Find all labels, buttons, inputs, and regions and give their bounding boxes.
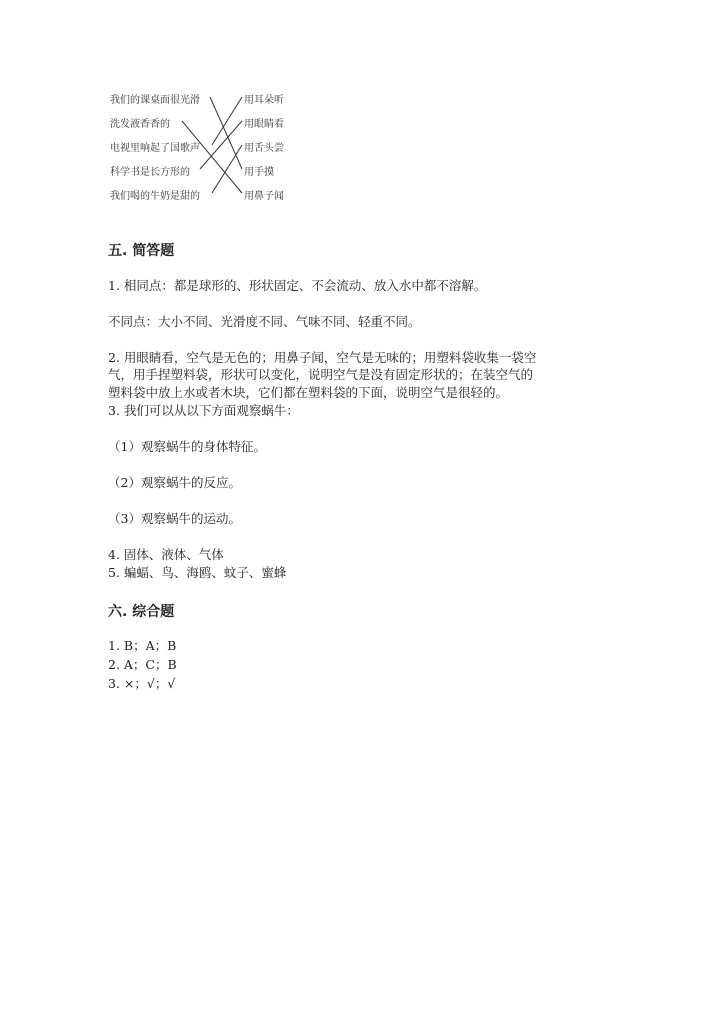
match-right-2: 用眼睛看 xyxy=(244,119,284,130)
match-line-4 xyxy=(200,121,242,169)
section-6-answer-3: 3. ×；√；√ xyxy=(108,676,176,691)
section-6-answer-1: 1. B；A；B xyxy=(108,638,177,653)
match-right-5: 用鼻子闻 xyxy=(244,191,284,202)
answer-4: 4. 固体、液体、气体 xyxy=(108,547,224,562)
match-line-5 xyxy=(212,145,242,193)
answer-2-line-2: 气，用手捏塑料袋，形状可以变化，说明空气是没有固定形状的；在装空气的 xyxy=(108,367,534,382)
match-left-3: 电视里响起了国歌声 xyxy=(110,143,200,154)
answer-3-item-3: （3）观察蜗牛的运动。 xyxy=(108,511,241,526)
answer-1-diff: 不同点：大小不同、光滑度不同、气味不同、轻重不同。 xyxy=(108,314,421,329)
match-left-1: 我们的课桌面很光滑 xyxy=(110,95,200,106)
section-6-answer-2: 2. A；C；B xyxy=(108,657,177,672)
match-line-1 xyxy=(210,97,242,169)
answer-3-item-2: （2）观察蜗牛的反应。 xyxy=(108,475,241,490)
match-right-1: 用耳朵听 xyxy=(244,95,284,106)
answer-2-line-3: 塑料袋中放上水或者木块，它们都在塑料袋的下面，说明空气是很轻的。 xyxy=(108,385,509,400)
answer-2-line-1: 2. 用眼睛看，空气是无色的；用鼻子闻，空气是无味的；用塑料袋收集一袋空 xyxy=(108,350,537,365)
match-left-4: 科学书是长方形的 xyxy=(110,167,190,178)
answer-3-intro: 3. 我们可以从以下方面观察蜗牛： xyxy=(108,403,299,418)
answer-5: 5. 蝙蝠、鸟、海鸥、蚊子、蜜蜂 xyxy=(108,565,287,580)
answer-1-same: 1. 相同点：都是球形的、形状固定、不会流动、放入水中都不溶解。 xyxy=(108,278,487,293)
match-right-4: 用手摸 xyxy=(244,167,274,178)
match-right-3: 用舌头尝 xyxy=(244,143,284,154)
section-5-title: 五. 简答题 xyxy=(108,243,175,259)
match-left-5: 我们喝的牛奶是甜的 xyxy=(110,191,200,202)
matching-diagram xyxy=(100,80,320,210)
match-left-2: 洗发液香香的 xyxy=(110,119,170,130)
answer-3-item-1: （1）观察蜗牛的身体特征。 xyxy=(108,439,266,454)
section-6-title: 六. 综合题 xyxy=(108,604,175,620)
